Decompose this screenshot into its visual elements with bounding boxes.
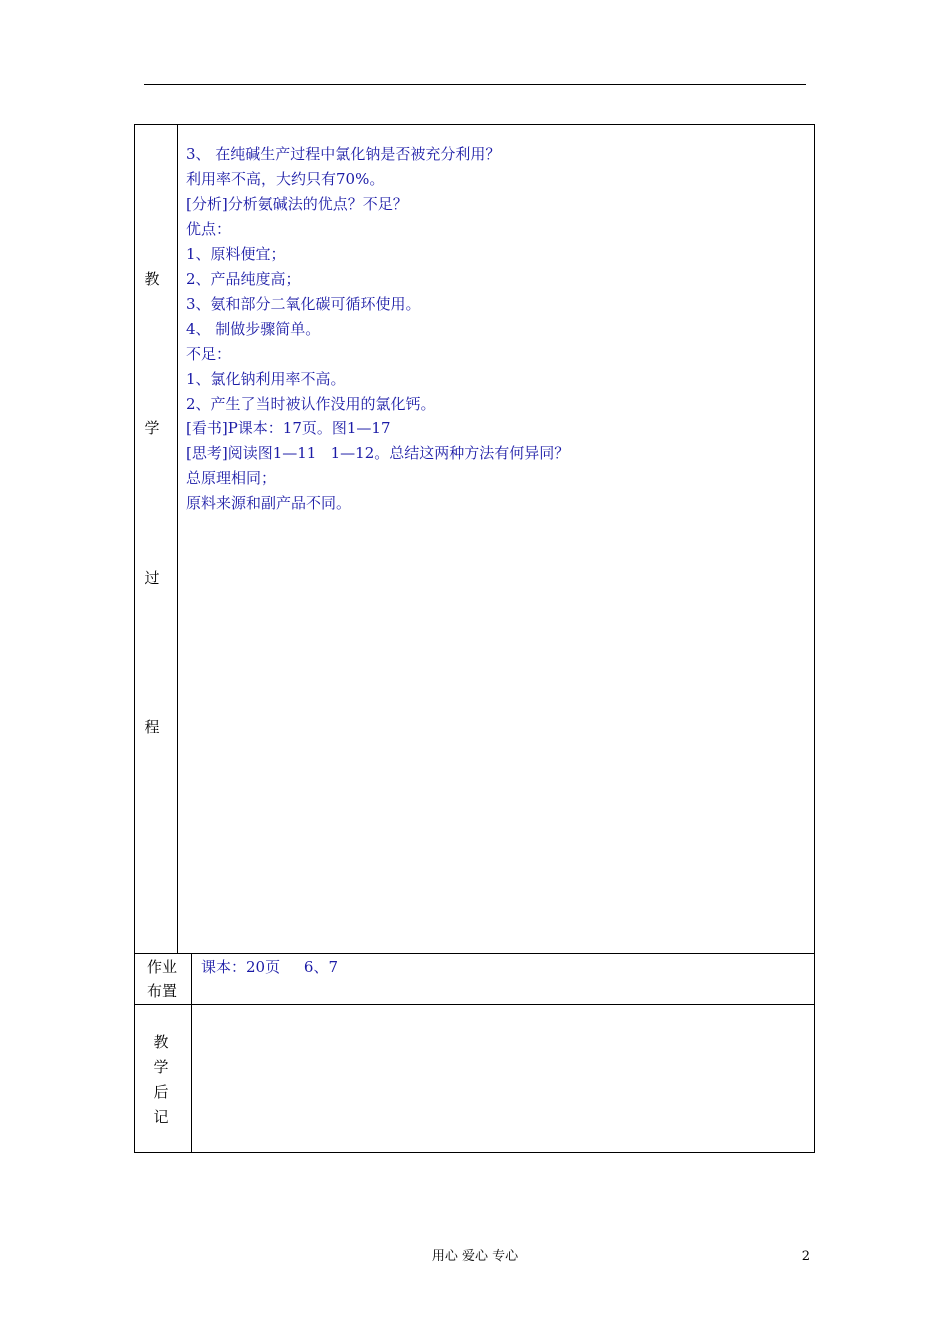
- table-right-border: [814, 124, 815, 1152]
- content-line: 利用率不高，大约只有70%。: [186, 170, 385, 188]
- homework-label-line: 布置: [146, 982, 177, 1000]
- reflection-label-char: 学: [153, 1058, 169, 1076]
- content-line: [分析]分析氨碱法的优点？不足？: [186, 195, 408, 213]
- content-line: 不足：: [186, 345, 232, 363]
- footer-slogan: 用心 爱心 专心: [431, 1249, 519, 1264]
- content-line: 1、原料便宜；: [186, 245, 286, 263]
- content-line: 原料来源和副产品不同。: [186, 494, 352, 512]
- content-line: 1、氯化钠利用率不高。: [186, 370, 346, 388]
- content-line: 4、 制做步骤简单。: [186, 320, 321, 338]
- homework-label-line: 作业: [146, 958, 177, 976]
- reflection-label-char: 记: [153, 1108, 169, 1126]
- process-label-char: 教: [144, 270, 160, 288]
- content-line: [看书]P课本：17页。图1—17: [186, 419, 391, 437]
- reflection-label-char: 教: [153, 1033, 169, 1051]
- table-bottom-border: [134, 1152, 815, 1153]
- content-line: 2、产生了当时被认作没用的氯化钙。: [186, 395, 436, 413]
- process-label-char: 学: [144, 419, 160, 437]
- content-line: 3、 在纯碱生产过程中氯化钠是否被充分利用？: [186, 145, 501, 163]
- content-line: 优点：: [186, 220, 232, 238]
- content-line: 2、产品纯度高；: [186, 270, 301, 288]
- homework-text: 课本：20页 6、7: [201, 958, 339, 976]
- table-top-border: [134, 124, 815, 125]
- content-line: 3、氨和部分二氧化碳可循环使用。: [186, 295, 421, 313]
- reflection-label-char: 后: [153, 1083, 169, 1101]
- process-label-char: 程: [144, 718, 160, 736]
- header-rule: [144, 84, 806, 85]
- reflection-content: [192, 1005, 814, 1152]
- row-separator-1: [134, 953, 815, 954]
- page-number: 2: [801, 1249, 810, 1264]
- process-label-char: 过: [144, 569, 160, 587]
- content-line: [思考]阅读图1—11 1—12。总结这两种方法有何异同？: [186, 444, 570, 462]
- content-line: 总原理相同；: [186, 469, 277, 487]
- process-column-separator: [177, 124, 178, 953]
